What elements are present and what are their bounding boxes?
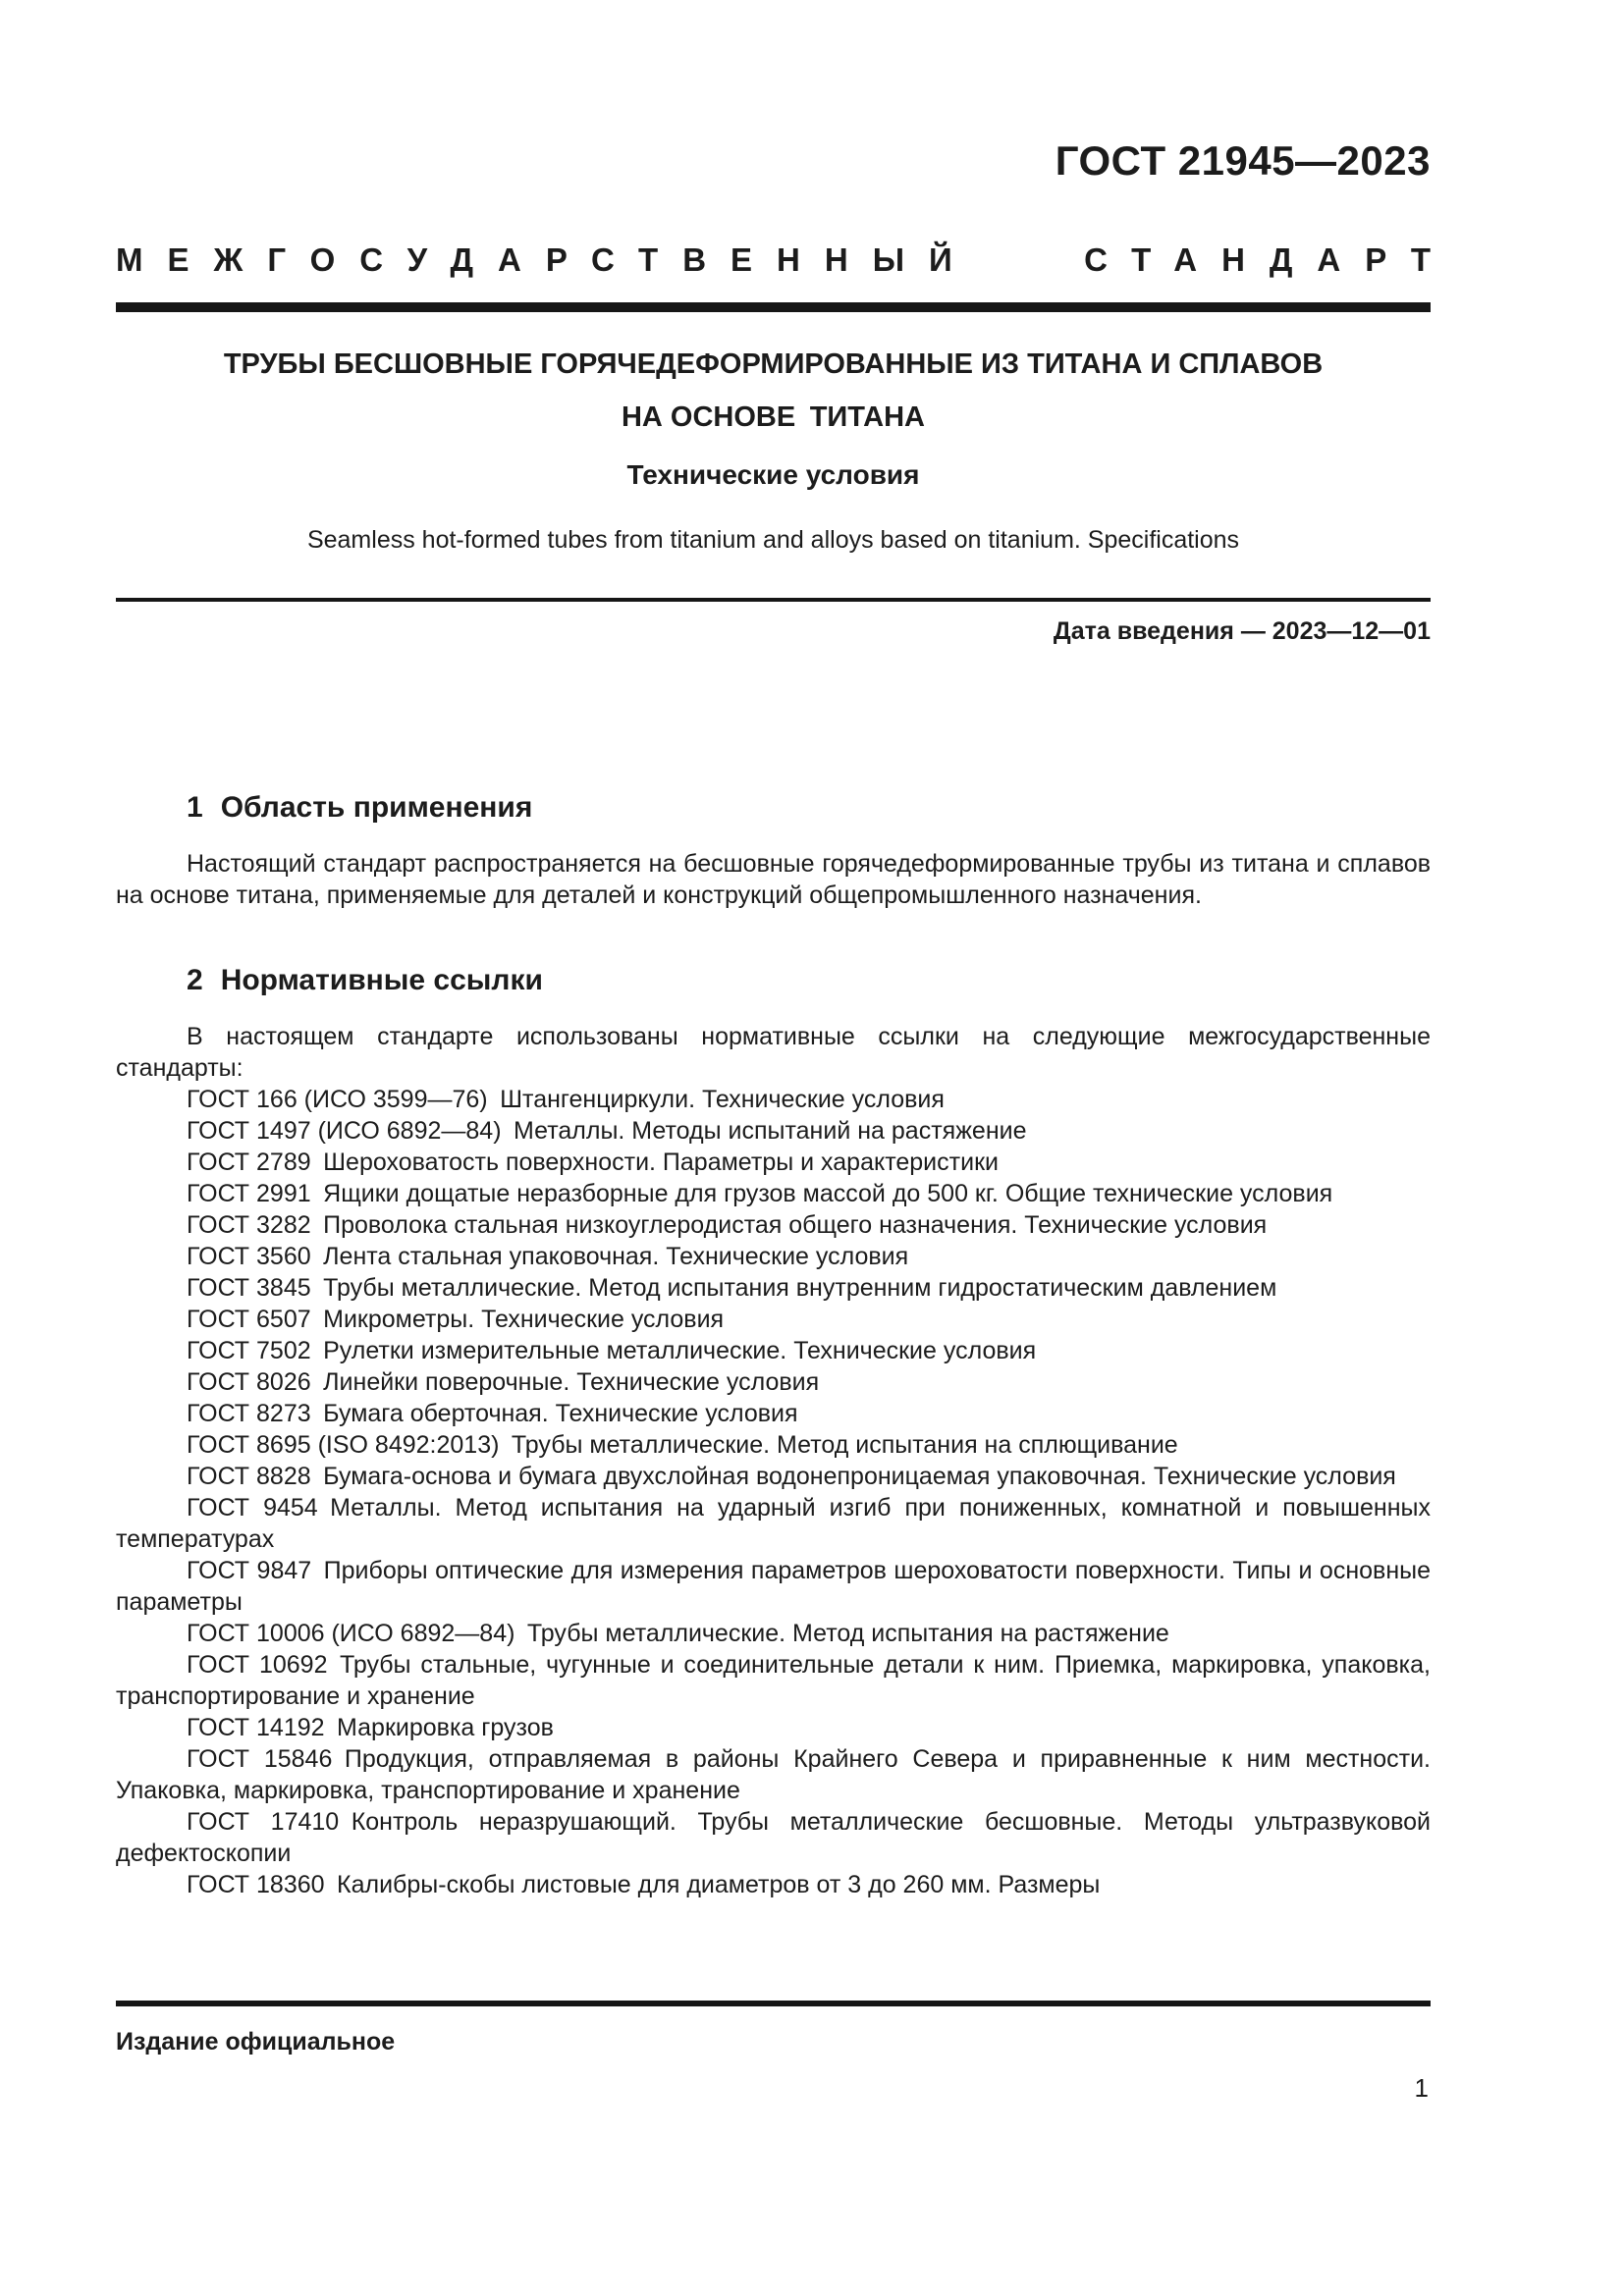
doc-title-line-1: ТРУБЫ БЕСШОВНЫЕ ГОРЯЧЕДЕФОРМИРОВАННЫЕ ИЗ ТИТАНА И СПЛАВОВ	[223, 348, 1324, 380]
reference-item: ГОСТ 3560 Лента стальная упаковочная. Технические условия	[187, 1243, 909, 1270]
footer-rule	[116, 2001, 1431, 2006]
reference-item: ГОСТ 9454 Металлы. Метод испытания на ударный изгиб при пониженных, комнатной и повышенных температурах	[116, 1494, 1431, 1553]
doc-subtitle-en: Seamless hot-formed tubes from titanium and alloys based on titanium. Specifications	[306, 526, 1240, 554]
reference-item: ГОСТ 166 (ИСО 3599—76) Штангенциркули. Технические условия	[187, 1086, 945, 1113]
reference-item: ГОСТ 14192 Маркировка грузов	[187, 1714, 554, 1741]
section-2-heading	[116, 964, 1431, 997]
reference-item: ГОСТ 8273 Бумага оберточная. Технические условия	[187, 1400, 798, 1427]
reference-item: ГОСТ 8828 Бумага-основа и бумага двухслойная водонепроницаемая упаковочная. Технические условия	[187, 1463, 1396, 1490]
reference-item: ГОСТ 8026 Линейки поверочные. Технические условия	[187, 1368, 820, 1396]
reference-item: ГОСТ 8695 (ISO 8492:2013) Трубы металлические. Метод испытания на сплющивание	[187, 1431, 1178, 1459]
section-1-paragraph: Настоящий стандарт распространяется на бесшовные горячедеформированные трубы из титана и сплавов на основе титана, применяемые для деталей и конструкций общепромышленного назначения.	[116, 850, 1431, 909]
standard-type-word-2: СТАНДАРТ	[1084, 241, 1455, 278]
section-2-paragraph: В настоящем стандарте использованы нормативные ссылки на следующие межгосударственные стандарты:	[116, 1023, 1431, 1082]
section-2-title: Нормативные ссылки	[220, 964, 543, 996]
reference-item: ГОСТ 15846 Продукция, отправляемая в районы Крайнего Севера и приравненные к ним местности. Упаковка, маркировка, транспортирование и хранение	[116, 1745, 1431, 1804]
section-1-heading	[116, 791, 1431, 825]
reference-item: ГОСТ 10006 (ИСО 6892—84) Трубы металлические. Метод испытания на растяжение	[187, 1620, 1169, 1647]
reference-item: ГОСТ 17410 Контроль неразрушающий. Трубы металлические бесшовные. Методы ультразвуковой дефектоскопии	[116, 1808, 1431, 1867]
reference-item: ГОСТ 1497 (ИСО 6892—84) Металлы. Методы испытаний на растяжение	[187, 1117, 1027, 1145]
section-1-title: Область применения	[220, 791, 533, 824]
standard-type-line	[116, 241, 1455, 279]
reference-item: ГОСТ 3282 Проволока стальная низкоуглеродистая общего назначения. Технические условия	[187, 1211, 1268, 1239]
header-rule	[116, 302, 1431, 312]
edition-note: Издание официальное	[116, 2028, 396, 2056]
page-number: 1	[1414, 2073, 1429, 2103]
reference-item: ГОСТ 9847 Приборы оптические для измерения параметров шероховатости поверхности. Типы и основные параметры	[116, 1557, 1431, 1616]
references-list	[116, 1084, 1431, 1900]
doc-number: ГОСТ 21945—2023	[1055, 137, 1431, 184]
standard-type-word-1: МЕЖГОСУДАРСТВЕННЫЙ	[116, 241, 977, 278]
reference-item: ГОСТ 6507 Микрометры. Технические условия	[187, 1306, 725, 1333]
section-1-number: 1	[187, 791, 203, 824]
doc-title-line-2: НА ОСНОВЕ ТИТАНА	[621, 401, 925, 433]
section-2-number: 2	[187, 964, 203, 996]
reference-item: ГОСТ 2991 Ящики дощатые неразборные для грузов массой до 500 кг. Общие технические условия	[187, 1180, 1333, 1207]
doc-title	[116, 338, 1431, 444]
doc-subtitle: Технические условия	[626, 459, 920, 490]
reference-item: ГОСТ 3845 Трубы металлические. Метод испытания внутренним гидростатическим давлением	[187, 1274, 1277, 1302]
reference-item: ГОСТ 2789 Шероховатость поверхности. Параметры и характеристики	[187, 1148, 999, 1176]
reference-item: ГОСТ 18360 Калибры-скобы листовые для диаметров от 3 до 260 мм. Размеры	[187, 1871, 1101, 1898]
effective-date: Дата введения — 2023—12—01	[1053, 617, 1431, 645]
reference-item: ГОСТ 7502 Рулетки измерительные металлические. Технические условия	[187, 1337, 1037, 1364]
title-block-rule	[116, 598, 1431, 602]
reference-item: ГОСТ 10692 Трубы стальные, чугунные и соединительные детали к ним. Приемка, маркировка, упаковка, транспортирование и хранение	[116, 1651, 1431, 1710]
